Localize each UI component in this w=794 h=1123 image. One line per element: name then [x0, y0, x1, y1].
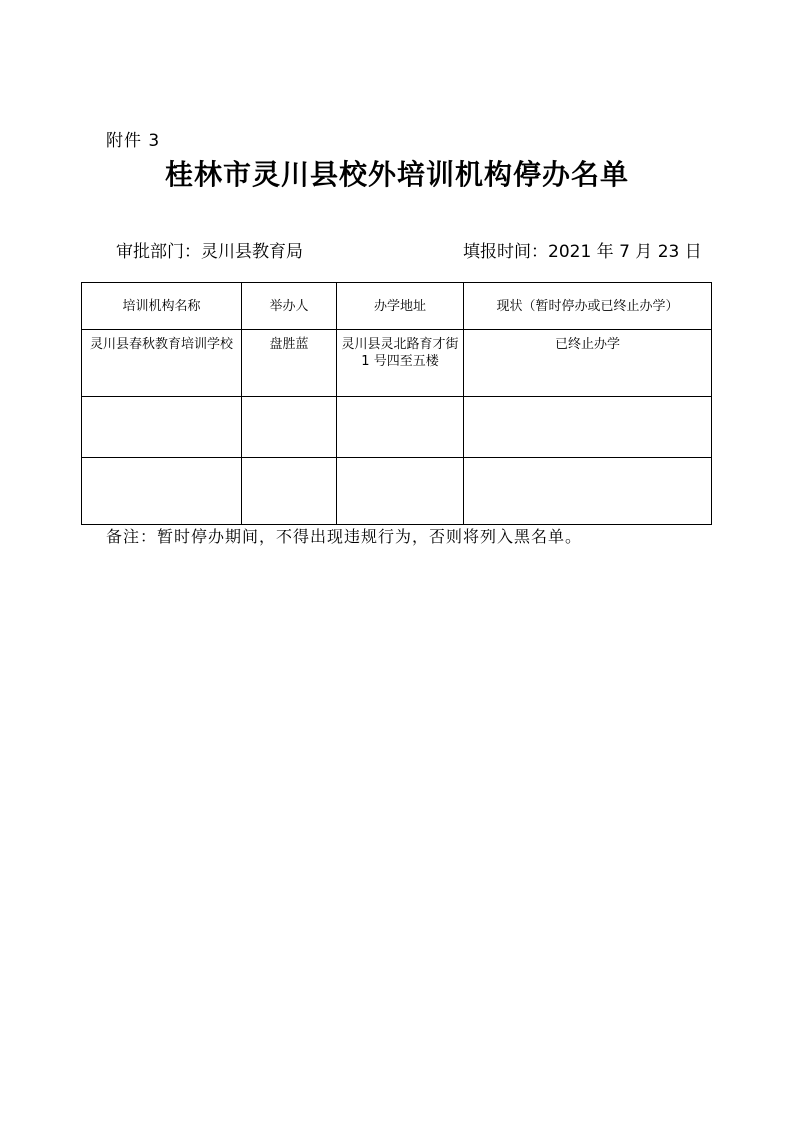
cell-status	[464, 458, 712, 525]
cell-organizer	[242, 458, 337, 525]
table-header-row	[82, 283, 712, 330]
cell-address	[337, 397, 464, 458]
table-row	[82, 458, 712, 525]
cell-address: 灵川县灵北路育才街 1 号四至五楼	[337, 330, 464, 397]
cell-organizer	[242, 397, 337, 458]
footnote: 备注：暂时停办期间，不得出现违规行为，否则将列入黑名单。	[106, 527, 583, 546]
cell-institution-name	[82, 458, 242, 525]
cell-status	[464, 397, 712, 458]
attachment-label: 附件 3	[106, 131, 161, 151]
cell-institution-name	[82, 397, 242, 458]
header-address: 办学地址	[337, 283, 464, 330]
institution-table	[81, 282, 712, 525]
header-status: 现状（暂时停办或已终止办学）	[464, 283, 712, 330]
page-title: 桂林市灵川县校外培训机构停办名单	[164, 158, 629, 191]
table-row	[82, 397, 712, 458]
cell-institution-name: 灵川县春秋教育培训学校	[82, 330, 242, 397]
header-institution-name: 培训机构名称	[82, 283, 242, 330]
approval-department: 审批部门：灵川县教育局	[116, 242, 303, 262]
header-organizer: 举办人	[242, 283, 337, 330]
cell-status: 已终止办学	[464, 330, 712, 397]
table-row	[82, 330, 712, 397]
report-date: 填报时间：2021 年 7 月 23 日	[463, 242, 702, 262]
cell-address	[337, 458, 464, 525]
cell-organizer: 盘胜蓝	[242, 330, 337, 397]
